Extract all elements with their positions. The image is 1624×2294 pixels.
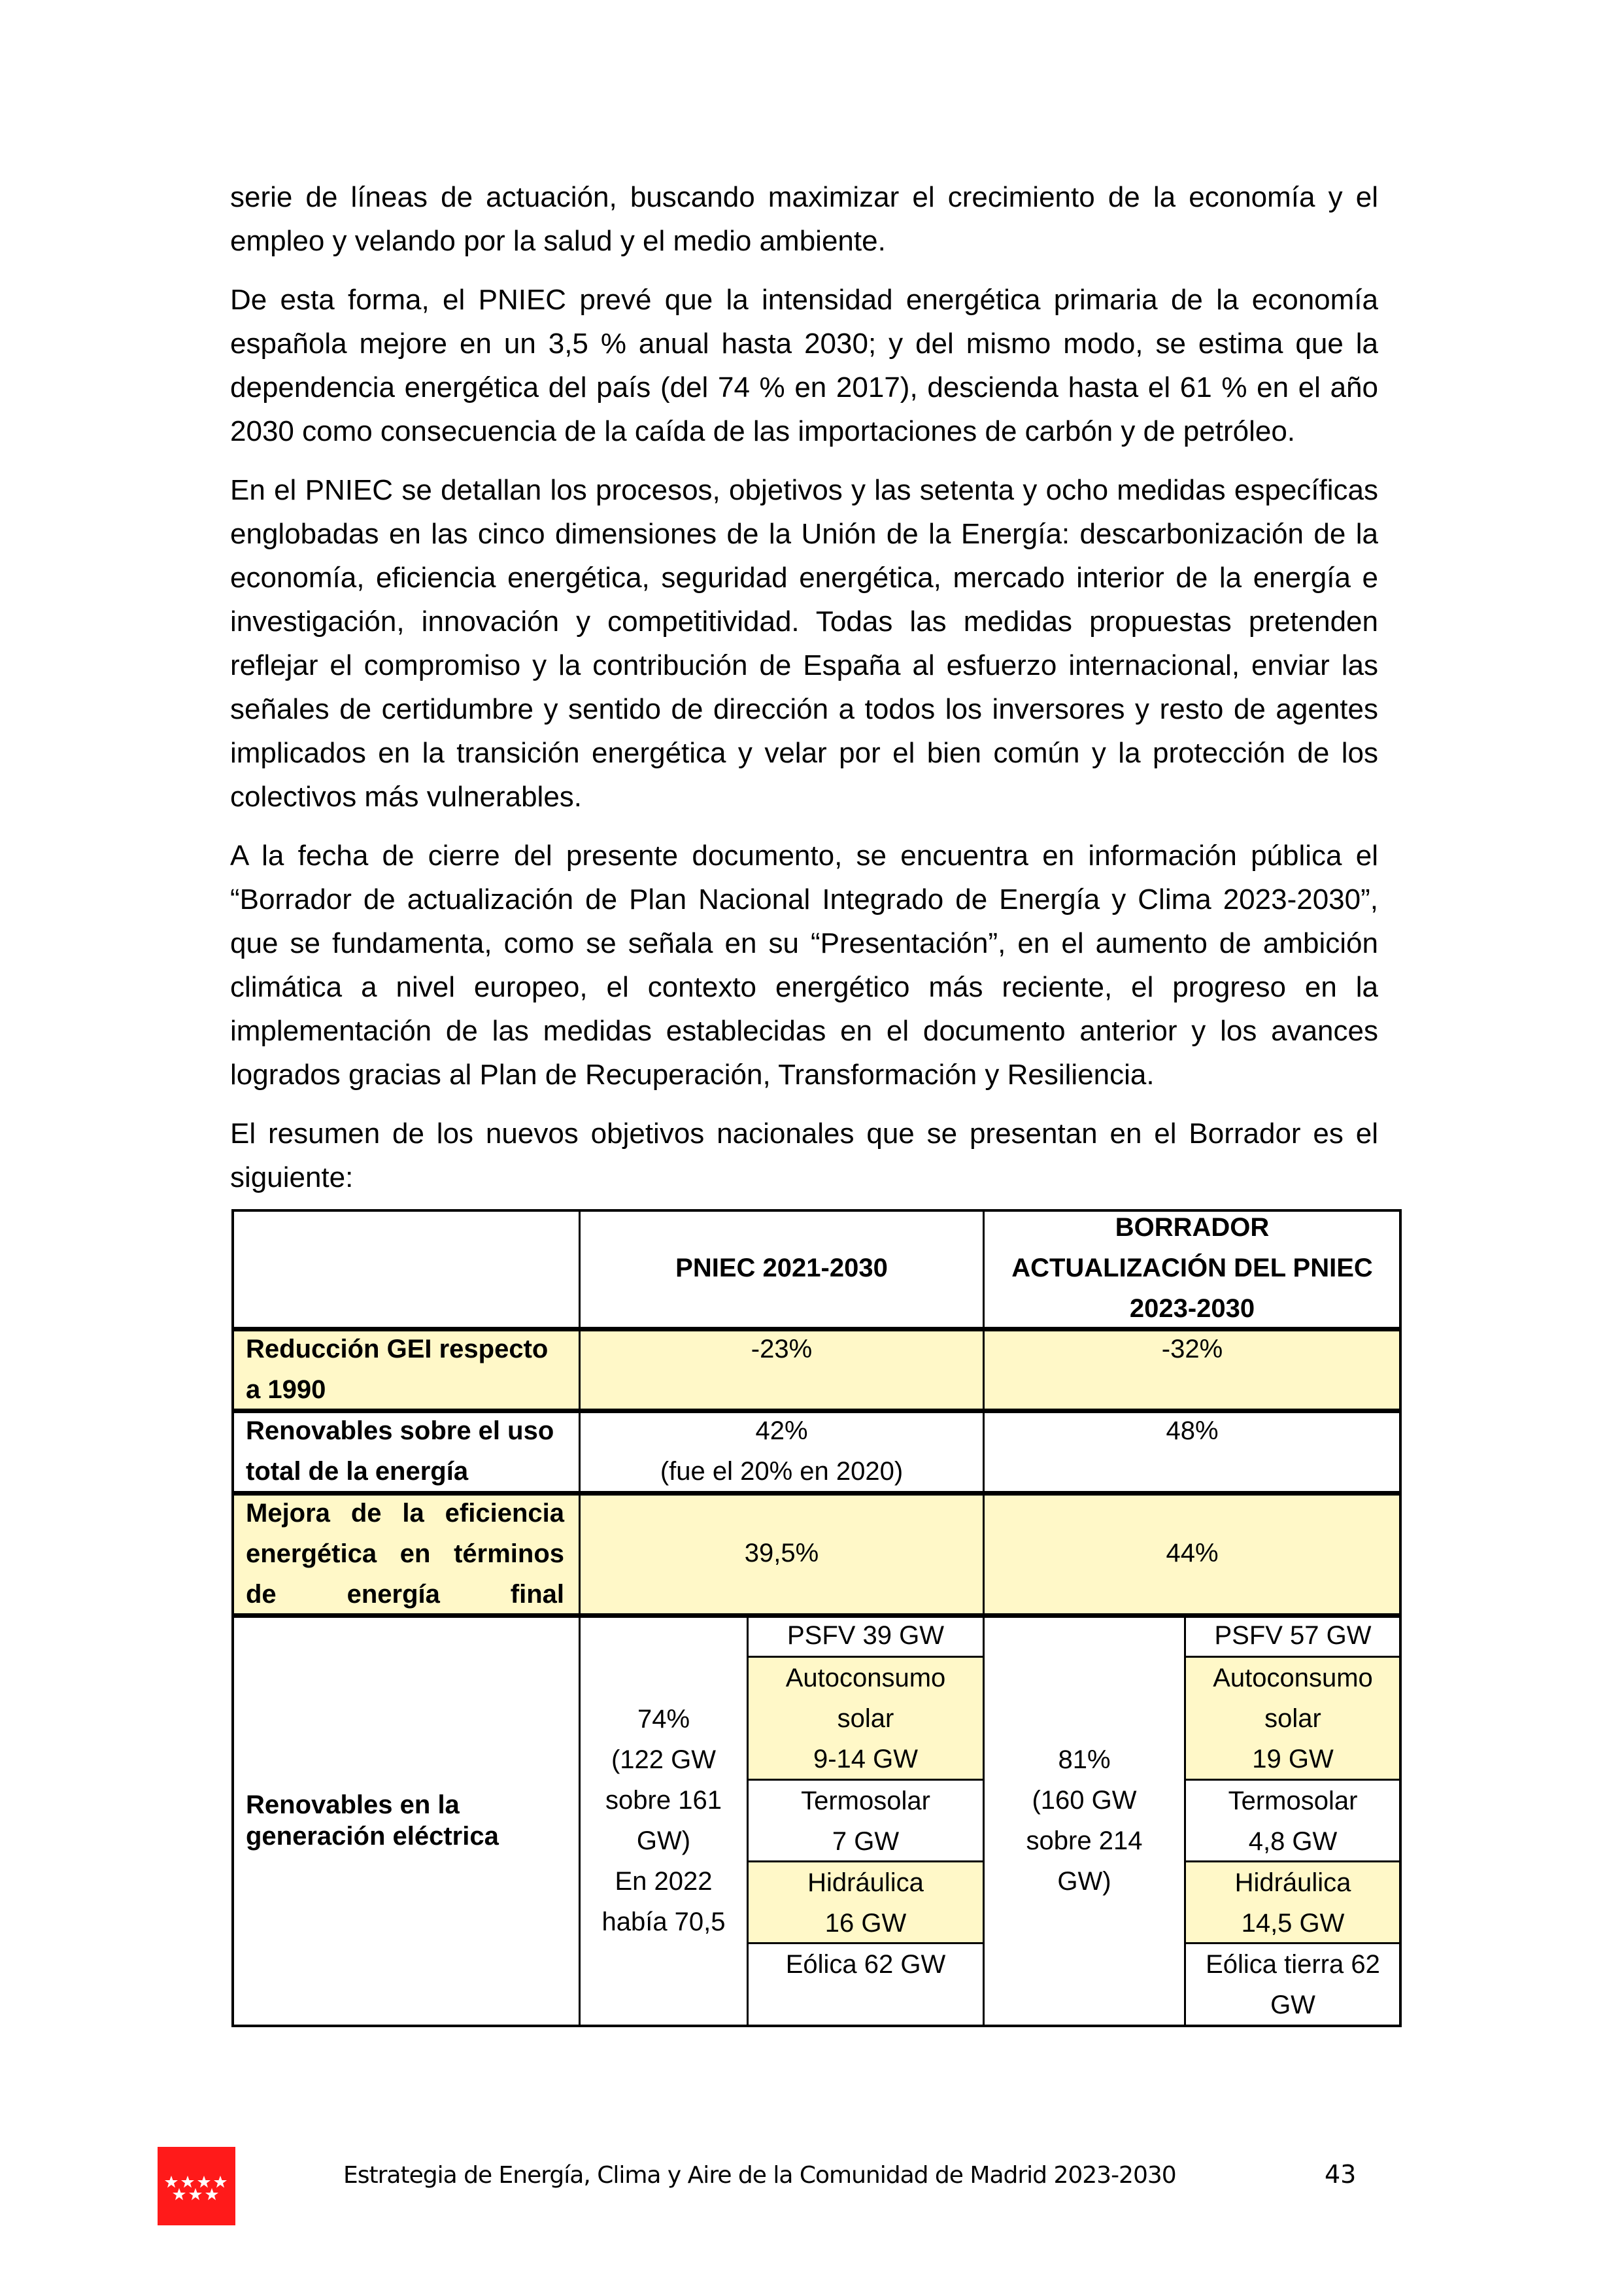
paragraph-3: En el PNIEC se detallan los procesos, objetivos y las setenta y ocho medidas específicas englobadas en las cinco dimensiones de la Unión de la Energía: descarbonización de la economía, eficiencia energética, seguridad energética, mercado interior de la energía e investigación, innovación y competitividad. Todas las medidas propuestas pretenden reflejar el compromiso y la contribución de España al esfuerzo internacional, enviar las señales de certidumbre y sentido de dirección a todos los inversores y resto de agentes implicados en la transición energética y velar por el bien común y la protección de los colectivos más vulnerables. [230, 474, 1378, 813]
value: solar [1264, 1704, 1321, 1733]
header-borrador-line: BORRADOR [1115, 1213, 1270, 1242]
objectives-table [231, 1209, 1402, 2027]
header-pniec [581, 1209, 985, 1329]
cell-renovables-uso-borrador [985, 1411, 1402, 1493]
header-borrador-line: 2023-2030 [1129, 1294, 1255, 1323]
value: En 2022 [615, 1866, 713, 1896]
row-divider [231, 1409, 1402, 1413]
cell-eficiencia-pniec [581, 1493, 985, 1615]
value: Eólica tierra 62 [1206, 1950, 1380, 1979]
row-label-generacion [231, 1615, 581, 2027]
paragraph-4: A la fecha de cierre del presente documento, se encuentra en información pública el “Borrador de actualización de Plan Nacional Integrado de Energía y Clima 2023-2030”, que se fundamenta, como se señala en su “Presentación”, en el aumento de ambición climática a nivel europeo, el contexto energético más reciente, el progreso en la implementación de las medidas establecidas en el documento anterior y los avances logrados gracias al Plan de Recuperación, Transformación y Resiliencia. [230, 840, 1378, 1091]
cell-gei-borrador [985, 1329, 1402, 1411]
row-divider [231, 1327, 1402, 1331]
value: 39,5% [744, 1539, 819, 1567]
value: había 70,5 [601, 1907, 726, 1936]
stars-icon [158, 2147, 235, 2225]
value: 81% [1058, 1745, 1111, 1774]
value: 48% [1166, 1416, 1219, 1445]
comunidad-de-madrid-flag-icon [158, 2147, 235, 2225]
page-number: 43 [1325, 2160, 1357, 2189]
value: 7 GW [832, 1827, 900, 1856]
row-label-renovables-uso [231, 1411, 581, 1493]
header-borrador [985, 1209, 1402, 1329]
value: 14,5 GW [1241, 1909, 1345, 1938]
cell-generacion-borrador-total [985, 1615, 1186, 2027]
header-pniec-label: PNIEC 2021-2030 [675, 1254, 888, 1282]
value: 4,8 GW [1248, 1827, 1338, 1856]
value: Autoconsumo [1213, 1664, 1373, 1692]
value: -23% [751, 1335, 813, 1363]
value: 74% [637, 1704, 690, 1734]
row-label-text: Mejora de la eficiencia energética en términos de energía final [246, 1499, 564, 1609]
cell-eficiencia-borrador [985, 1493, 1402, 1615]
row-divider [231, 1492, 1402, 1496]
value: (122 GW [611, 1745, 717, 1774]
value: GW) [1057, 1866, 1111, 1896]
value: Termosolar [801, 1787, 930, 1815]
row-label-text: generación eléctrica [246, 1821, 499, 1851]
row-label-text: Renovables en la [246, 1790, 460, 1819]
value: sobre 214 [1026, 1826, 1143, 1855]
paragraph-2: De esta forma, el PNIEC prevé que la intensidad energética primaria de la economía española mejore en un 3,5 % anual hasta 2030; y del mismo modo, se estima que la dependencia energética del país (del 74 % en 2017), descienda hasta el 61 % en el año 2030 como consecuencia de la caída de las importaciones de carbón y de petróleo. [230, 284, 1378, 447]
value: -32% [1161, 1335, 1223, 1363]
value: Autoconsumo [785, 1664, 946, 1692]
cell-pniec-autoconsumo [749, 1658, 985, 1781]
value: Hidráulica [807, 1868, 924, 1897]
cell-borrador-autoconsumo [1186, 1658, 1402, 1781]
value: PSFV 57 GW [1214, 1621, 1372, 1650]
row-label-text: Reducción GEI respecto a 1990 [246, 1335, 549, 1404]
value: sobre 161 [605, 1785, 722, 1815]
value: 16 GW [824, 1909, 907, 1938]
value: Hidráulica [1234, 1868, 1351, 1897]
cell-pniec-termosolar [749, 1781, 985, 1862]
value: 44% [1166, 1539, 1219, 1567]
row-label-eficiencia [231, 1493, 581, 1615]
cell-borrador-eolica [1186, 1944, 1402, 2027]
paragraph-5: El resumen de los nuevos objetivos nacionales que se presentan en el Borrador es el siguiente: [230, 1118, 1378, 1193]
cell-borrador-hidraulica [1186, 1862, 1402, 1944]
value: 19 GW [1252, 1745, 1334, 1773]
value: solar [837, 1704, 894, 1733]
cell-generacion-pniec-total [581, 1615, 749, 2027]
value: GW) [636, 1826, 691, 1855]
cell-gei-pniec [581, 1329, 985, 1411]
body-text [230, 175, 1378, 1214]
value-note: (fue el 20% en 2020) [660, 1457, 904, 1486]
row-label-gei [231, 1329, 581, 1411]
value: GW [1270, 1991, 1315, 2019]
value: Eólica 62 GW [785, 1950, 946, 1979]
value: (160 GW [1032, 1785, 1137, 1815]
row-label-text: Renovables sobre el uso total de la energía [246, 1416, 554, 1486]
cell-pniec-psfv [749, 1615, 985, 1658]
footer-title: Estrategia de Energía, Clima y Aire de la Comunidad de Madrid 2023-2030 [343, 2162, 1176, 2189]
header-empty-cell [231, 1209, 581, 1329]
row-divider [231, 1614, 1402, 1618]
value: Termosolar [1228, 1787, 1358, 1815]
cell-renovables-uso-pniec [581, 1411, 985, 1493]
value: 9-14 GW [813, 1745, 919, 1773]
paragraph-1: serie de líneas de actuación, buscando maximizar el crecimiento de la economía y el empleo y velando por la salud y el medio ambiente. [230, 181, 1378, 257]
cell-borrador-psfv [1186, 1615, 1402, 1658]
cell-borrador-termosolar [1186, 1781, 1402, 1862]
cell-pniec-hidraulica [749, 1862, 985, 1944]
value: PSFV 39 GW [787, 1621, 945, 1650]
cell-pniec-eolica [749, 1944, 985, 2027]
value: 42% [755, 1416, 808, 1445]
header-borrador-line: ACTUALIZACIÓN DEL PNIEC [1011, 1254, 1373, 1282]
